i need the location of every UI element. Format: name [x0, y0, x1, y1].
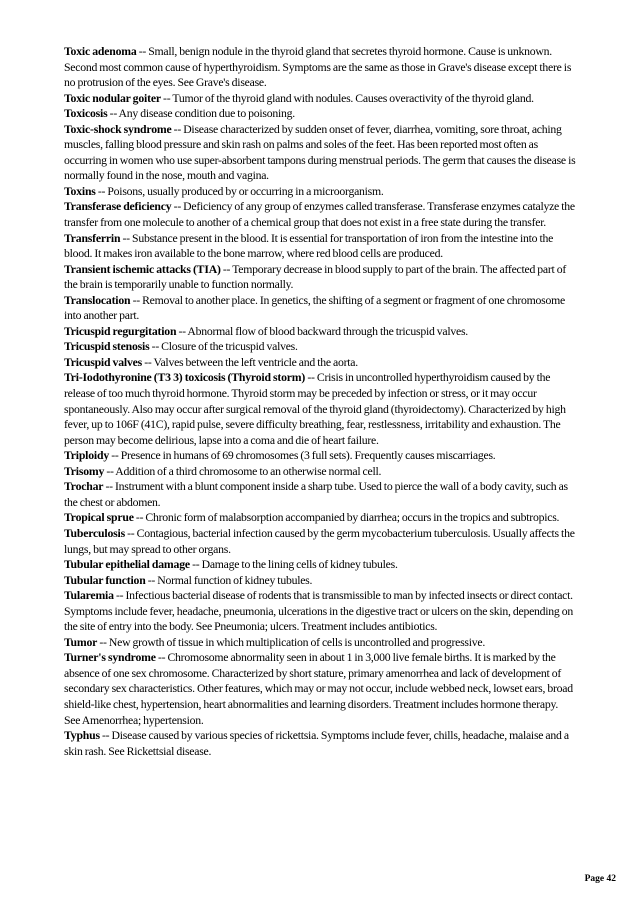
glossary-term: Tuberculosis	[64, 526, 125, 540]
glossary-definition: Abnormal flow of blood backward through the tricuspid valves.	[187, 324, 468, 338]
glossary-entry	[64, 293, 576, 324]
glossary-term: Tricuspid regurgitation	[64, 324, 177, 338]
term-separator: --	[120, 231, 133, 245]
glossary-definition: Crisis in uncontrolled hyperthyroidism caused by the release of too much thyroid hormone. Thyroid storm may be preceded by infection or stress, or it may occur spontaneously. Also may occur after surgical removal of the thyroid gland (thyroidectomy). Characterized by high fever, up to 106F (41C), rapid pulse, severe difficulty breathing, fear, restlessness, irritability and exhaustion. The person may become delirious, lapse into a coma and die of heart failure.	[64, 371, 566, 447]
term-separator: --	[133, 511, 146, 525]
glossary-entry	[64, 184, 576, 200]
term-separator: --	[176, 324, 188, 338]
glossary-definition: Closure of the tricuspid valves.	[161, 340, 298, 354]
term-separator: --	[189, 558, 202, 572]
glossary-definition: Addition of a third chromosome to an otherwise normal cell.	[115, 464, 382, 478]
term-separator: --	[130, 293, 143, 307]
glossary-term: Transferase deficiency	[64, 200, 172, 214]
glossary-entry	[64, 370, 576, 448]
glossary-entry	[64, 510, 576, 526]
term-separator: --	[171, 200, 184, 214]
glossary-definition: Removal to another place. In genetics, the shifting of a segment or fragment of one chromosome into another part.	[64, 293, 565, 323]
glossary-definition: Any disease condition due to poisoning.	[118, 107, 295, 121]
glossary-definition: Valves between the left ventricle and the aorta.	[153, 355, 358, 369]
glossary-term: Turner's syndrome	[64, 651, 156, 665]
glossary-definition: Contagious, bacterial infection caused by the germ mycobacterium tuberculosis. Usually affects the lungs, but may spread to other organs.	[64, 526, 575, 556]
term-separator: --	[149, 340, 162, 354]
glossary-entry	[64, 728, 576, 759]
glossary-definition: Temporary decrease in blood supply to part of the brain. The affected part of the brain is temporarily unable to function normally.	[64, 262, 567, 292]
glossary-term: Toxins	[64, 184, 96, 198]
glossary-term: Tubular epithelial damage	[64, 558, 190, 572]
glossary-entry	[64, 573, 576, 589]
term-separator: --	[220, 262, 233, 276]
term-separator: --	[104, 464, 116, 478]
glossary-entry	[64, 355, 576, 371]
term-separator: --	[160, 91, 173, 105]
glossary-entry	[64, 635, 576, 651]
term-separator: --	[103, 480, 115, 494]
term-separator: --	[109, 449, 121, 463]
glossary-term: Translocation	[64, 293, 131, 307]
term-separator: --	[95, 184, 108, 198]
glossary-term: Transferrin	[64, 231, 121, 245]
page-number: Page 42	[584, 874, 616, 884]
glossary-definition: Damage to the lining cells of kidney tubules.	[201, 558, 398, 572]
term-separator: --	[155, 651, 168, 665]
glossary-definition: Substance present in the blood. It is essential for transportation of iron from the intestine into the blood. It makes iron available to the bone marrow, where red blood cells are produced.	[64, 231, 554, 261]
glossary-term: Typhus	[64, 729, 100, 743]
glossary-term: Tularemia	[64, 589, 114, 603]
glossary-entry	[64, 650, 576, 728]
glossary-definition: Instrument with a blunt component inside a sharp tube. Used to pierce the wall of a body cavity, such as the chest or abdomen.	[64, 480, 568, 509]
glossary-entry	[64, 588, 576, 635]
term-separator: --	[136, 45, 149, 58]
glossary-term: Toxic nodular goiter	[64, 91, 161, 105]
glossary-term: Tubular function	[64, 573, 146, 587]
glossary-term: Tricuspid valves	[64, 355, 143, 369]
glossary-entry	[64, 479, 576, 510]
glossary-term: Tri-Iodothyronine (T3 3) toxicosis (Thyroid storm)	[64, 371, 308, 385]
term-separator: --	[171, 122, 184, 136]
glossary-entry	[64, 106, 576, 122]
glossary-definition: Normal function of kidney tubules.	[157, 573, 313, 587]
glossary-definition: Deficiency of any group of enzymes called transferase. Transferase enzymes catalyze the transfer from one molecule to another of a chemical group that does not exist in a free state during the transfer.	[64, 200, 575, 230]
term-separator: --	[307, 371, 317, 385]
glossary-term: Toxic-shock syndrome	[64, 122, 172, 136]
glossary-term: Toxic adenoma	[64, 45, 137, 58]
glossary-entry	[64, 122, 576, 184]
glossary-entry	[64, 526, 576, 557]
glossary-body	[64, 44, 576, 759]
glossary-term: Trochar	[64, 480, 104, 494]
glossary-definition: Tumor of the thyroid gland with nodules. Causes overactivity of the thyroid gland.	[172, 91, 534, 105]
glossary-definition: Poisons, usually produced by or occurring in a microorganism.	[107, 184, 384, 198]
glossary-definition: Infectious bacterial disease of rodents that is transmissible to man by infected insects or direct contact. Symptoms include fever, headache, pneumonia, ulcerations in the digestive tract or ulcers on the skin, depending on the site of entry into the body. See Pneumonia; ulcers. Treatment includes antibiotics.	[64, 589, 573, 634]
glossary-definition: New growth of tissue in which multiplication of cells is uncontrolled and progressive.	[108, 635, 486, 649]
term-separator: --	[142, 355, 154, 369]
glossary-term: Tropical sprue	[64, 511, 134, 525]
term-separator: --	[124, 526, 137, 540]
glossary-entry	[64, 262, 576, 293]
glossary-entry	[64, 464, 576, 480]
glossary-entry	[64, 199, 576, 230]
glossary-definition: Small, benign nodule in the thyroid gland that secretes thyroid hormone. Cause is unknown. Second most common cause of hyperthyroidism. Symptoms are the same as those in Grave's disease except there is no protrusion of the eyes. See Grave's disease.	[64, 45, 572, 90]
glossary-term: Tumor	[64, 635, 98, 649]
glossary-entry	[64, 557, 576, 573]
glossary-entry	[64, 44, 576, 91]
glossary-term: Tricuspid stenosis	[64, 340, 150, 354]
glossary-definition: Disease caused by various species of rickettsia. Symptoms include fever, chills, headache, malaise and a skin rash. See Rickettsial disease.	[64, 729, 569, 758]
glossary-entry	[64, 339, 576, 355]
glossary-definition: Disease characterized by sudden onset of fever, diarrhea, vomiting, sore throat, aching muscles, falling blood pressure and skin rash on palms and soles of the feet. Has been reported most often as occurring in women who use super-absorbent tampons during menstrual periods. The germ that causes the disease is normally found in the nose, mouth and vagina.	[64, 122, 576, 183]
glossary-term: Toxicosis	[64, 107, 108, 121]
term-separator: --	[107, 107, 119, 121]
term-separator: --	[99, 729, 112, 743]
glossary-definition: Chronic form of malabsorption accompanied by diarrhea; occurs in the tropics and subtropics.	[145, 511, 560, 525]
term-separator: --	[97, 635, 109, 649]
glossary-definition: Chromosome abnormality seen in about 1 in 3,000 live female births. It is marked by the absence of one sex chromosome. Characterized by short stature, primary amenorrhea and lack of development of secondary sex characteristics. Other features, which may or may not occur, include webbed neck, lowset ears, broad shield-like chest, hypertension, heart abnormalities and learning disorders. Treatment includes hormone therapy. See Amenorrhea; hypertension.	[64, 651, 573, 727]
term-separator: --	[113, 589, 126, 603]
term-separator: --	[145, 573, 158, 587]
glossary-entry	[64, 448, 576, 464]
glossary-entry	[64, 91, 576, 107]
glossary-term: Transient ischemic attacks (TIA)	[64, 262, 221, 276]
glossary-entry	[64, 231, 576, 262]
glossary-definition: Presence in humans of 69 chromosomes (3 full sets). Frequently causes miscarriages.	[120, 449, 496, 463]
glossary-term: Triploidy	[64, 449, 109, 463]
glossary-entry	[64, 324, 576, 340]
glossary-term: Trisomy	[64, 464, 105, 478]
